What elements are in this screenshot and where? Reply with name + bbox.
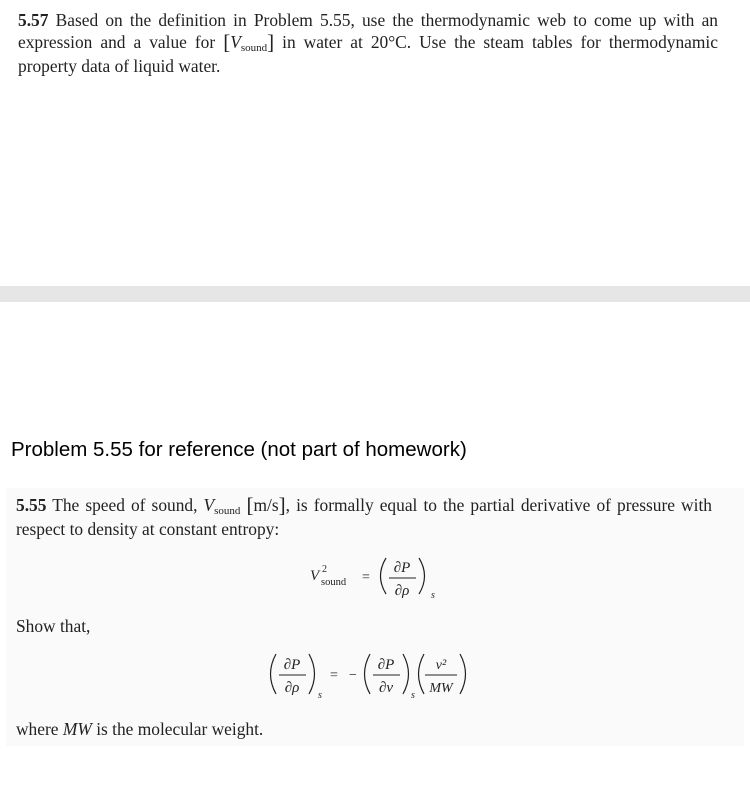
v-symbol: V <box>230 32 241 52</box>
eq1-numerator: ∂P <box>393 560 411 576</box>
eq2-rhs1-subscript: s <box>411 690 415 701</box>
eq2-lhs-right-paren <box>309 654 315 694</box>
eq1-left-paren <box>381 558 387 594</box>
problem-text-part-1: Based on the definition in Problem 5.55, use the thermodynamic web to come up with an expression and a value for <box>18 10 718 52</box>
eq2-rhs2-numerator: v² <box>435 658 447 673</box>
left-bracket: [ <box>223 30 231 54</box>
left-bracket: [ <box>246 493 254 517</box>
where-suffix: is the molecular weight. <box>96 719 264 739</box>
eq2-minus: − <box>349 668 357 683</box>
problem-number: 5.57 <box>18 10 49 30</box>
eq2-lhs-subscript: s <box>318 690 322 701</box>
eq2-rhs2-right-paren <box>460 654 466 694</box>
eq1-denominator: ∂ρ <box>394 583 410 599</box>
equation-to-show <box>264 650 479 704</box>
problem-text-part-2: , is formally equal to the partial derivative of pressure with respect to density at constant entropy: <box>16 495 712 539</box>
eq1-constant-subscript: s <box>431 590 435 601</box>
eq2-lhs-left-paren <box>271 654 277 694</box>
eq2-equals: = <box>330 668 338 683</box>
eq2-rhs2-denominator: MW <box>429 681 453 696</box>
eq2-rhs1-denominator: ∂v <box>378 680 394 696</box>
eq2-rhs1-numerator: ∂P <box>377 657 395 673</box>
problem-text-part-2: in water at 20°C. Use the steam tables for thermodynamic property data of liquid water. <box>18 32 718 76</box>
v-subscript: sound <box>240 42 268 54</box>
problem-5-57-statement <box>18 10 718 77</box>
problem-text-part-1: The speed of sound, <box>52 495 198 515</box>
eq2-rhs1-left-paren <box>365 654 371 694</box>
eq2-lhs-denominator: ∂ρ <box>284 680 300 696</box>
eq2-rhs1-right-paren <box>403 654 409 694</box>
eq1-lhs-subscript: sound <box>321 577 347 588</box>
speed-unit: m/s <box>253 495 279 515</box>
show-that-label: Show that, <box>16 616 91 636</box>
eq1-equals: = <box>362 570 370 585</box>
problem-5-55-block <box>6 488 744 746</box>
equation-speed-of-sound <box>296 552 456 604</box>
v-subscript: sound <box>214 505 241 517</box>
eq2-rhs2-left-paren <box>419 654 425 694</box>
eq1-lhs-superscript: 2 <box>322 564 327 575</box>
where-mw-note <box>16 719 263 740</box>
right-bracket: ] <box>267 30 275 54</box>
reference-heading: Problem 5.55 for reference (not part of homework) <box>11 438 467 461</box>
v-symbol: V <box>203 495 215 515</box>
eq1-right-paren <box>419 558 425 594</box>
problem-5-55-statement <box>16 494 712 540</box>
where-prefix: where <box>16 719 59 739</box>
eq1-lhs-symbol: V <box>310 568 320 584</box>
problem-number: 5.55 <box>16 495 47 515</box>
mw-symbol: MW <box>62 719 92 739</box>
page-divider <box>0 286 750 302</box>
eq2-lhs-numerator: ∂P <box>283 657 301 673</box>
right-bracket: ] <box>278 493 286 517</box>
